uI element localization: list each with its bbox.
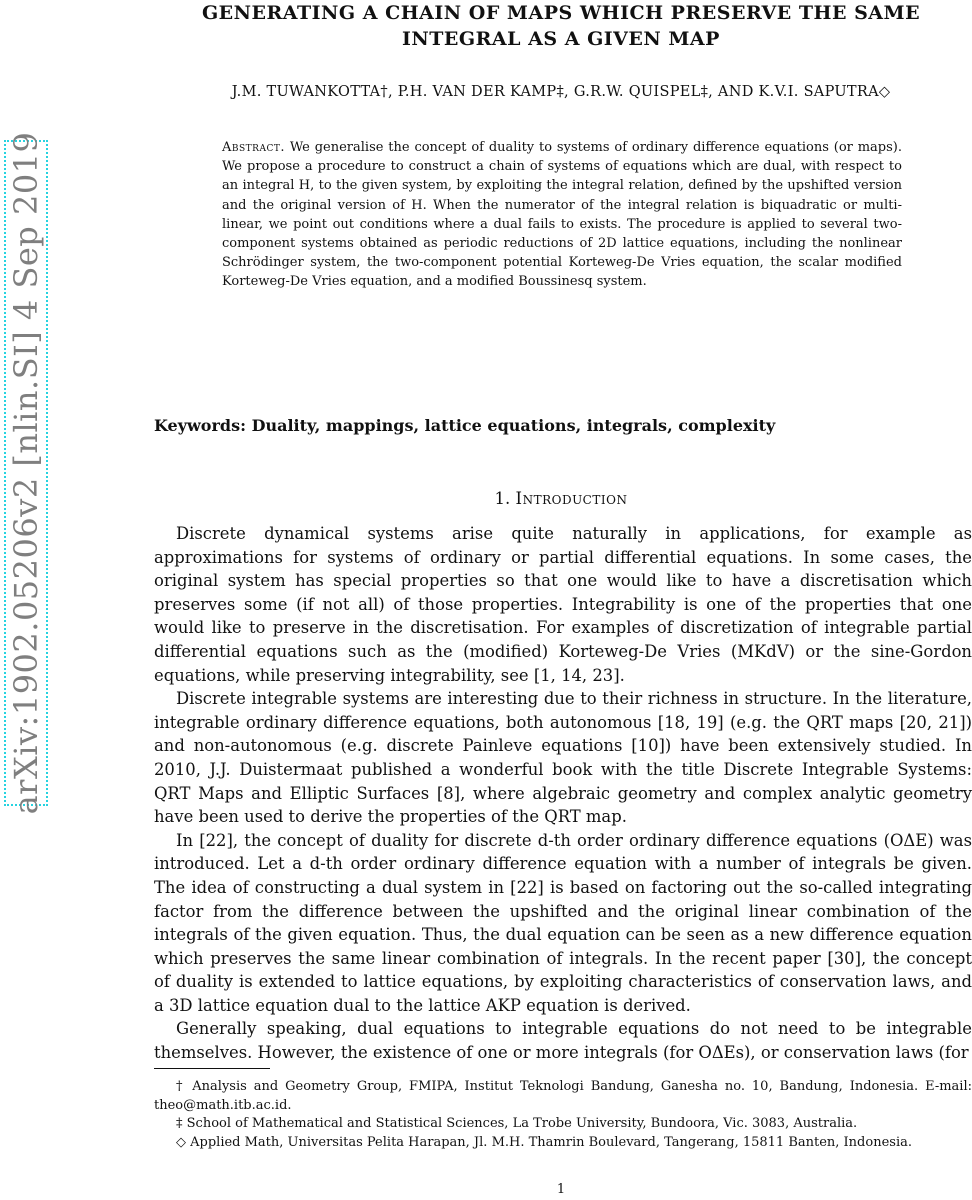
- keywords: Keywords: Duality, mappings, lattice equations, integrals, complexity: [154, 416, 776, 435]
- paragraph-1: Discrete dynamical systems arise quite naturally in applications, for example as approximations for systems of ordinary or partial differential equations. In some cases, the original system has special properties so that one would like to have a discretisation which preserves some (if not all) of those properties. Integrability is one of the properties that one would like to preserve in the discretisation. For examples of discretization of integrable partial differential equations such as the (modified) Korteweg-De Vries (MKdV) or the sine-Gordon equations, while preserving integrability, see [1, 14, 23].: [154, 524, 972, 685]
- author-list: J.M. TUWANKOTTA†, P.H. VAN DER KAMP‡, G.R.W. QUISPEL‡, AND K.V.I. SAPUTRA◇: [231, 84, 891, 100]
- section-number: 1.: [494, 489, 511, 508]
- footnote-2: ‡ School of Mathematical and Statistical Sciences, La Trobe University, Bundoora, Vic. 3083, Australia.: [176, 1116, 858, 1132]
- abstract-label: Abstract.: [222, 140, 285, 155]
- footnotes: [154, 1078, 972, 1152]
- arxiv-stamp: [4, 131, 48, 815]
- paper-title: [150, 0, 972, 52]
- abstract-text: We generalise the concept of duality to systems of ordinary difference equations (or maps). We propose a procedure to construct a chain of systems of equations which are dual, with respect to an integral H, to the given system, by exploiting the integral relation, defined by the upshifted version and the original version of H. When the numerator of the integral relation is biquadratic or multi-linear, we point out conditions where a dual fails to exists. The procedure is applied to several two-component systems obtained as periodic reductions of 2D lattice equations, including the nonlinear Schrödinger system, the two-component potential Korteweg-De Vries equation, the scalar modified Korteweg-De Vries equation, and a modified Boussinesq system.: [222, 140, 902, 290]
- footnote-1: † Analysis and Geometry Group, FMIPA, Institut Teknologi Bandung, Ganesha no. 10, Bandung, Indonesia. E-mail: theo@math.itb.ac.id.: [154, 1079, 972, 1113]
- paragraph-3: In [22], the concept of duality for discrete d-th order ordinary difference equations (OΔE) was introduced. Let a d-th order ordinary difference equation with a number of integrals be given. The idea of constructing a dual system in [22] is based on factoring out the so-called integrating factor from the difference between the upshifted and the original linear combination of the integrals of the given equation. Thus, the dual equation can be seen as a new difference equation which preserves the same linear combination of integrals. In the recent paper [30], the concept of duality is extended to lattice equations, by exploiting characteristics of conservation laws, and a 3D lattice equation dual to the lattice AKP equation is derived.: [154, 830, 972, 1015]
- title-line-1: GENERATING A CHAIN OF MAPS WHICH PRESERVE THE SAME: [201, 2, 921, 24]
- paragraph-4: Generally speaking, dual equations to integrable equations do not need to be integrable themselves. However, the existence of one or more integrals (for OΔEs), or conservation laws (for: [154, 1019, 972, 1063]
- paragraph-2: Discrete integrable systems are interesting due to their richness in structure. In the literature, integrable ordinary difference equations, both autonomous [18, 19] (e.g. the QRT maps [20, 21]) and non-autonomous (e.g. discrete Painleve equations [10]) have been extensively studied. In 2010, J.J. Duistermaat published a wonderful book with the title Discrete Integrable Systems: QRT Maps and Elliptic Surfaces [8], where algebraic geometry and complex analytic geometry have been used to derive the properties of the QRT map.: [154, 689, 972, 827]
- arxiv-identifier: arXiv:1902.05206v2 [nlin.SI] 4 Sep 2019: [7, 131, 45, 815]
- footnote-3: ◇ Applied Math, Universitas Pelita Harapan, Jl. M.H. Thamrin Boulevard, Tangerang, 15811 Banten, Indonesia.: [176, 1134, 912, 1150]
- body-text: [154, 522, 972, 1065]
- abstract: [222, 138, 902, 292]
- section-title: Introduction: [515, 489, 628, 508]
- footnote-rule: [154, 1068, 270, 1069]
- page-number: 1: [556, 1182, 566, 1197]
- title-line-2: INTEGRAL AS A GIVEN MAP: [402, 28, 720, 50]
- section-heading: [150, 489, 972, 508]
